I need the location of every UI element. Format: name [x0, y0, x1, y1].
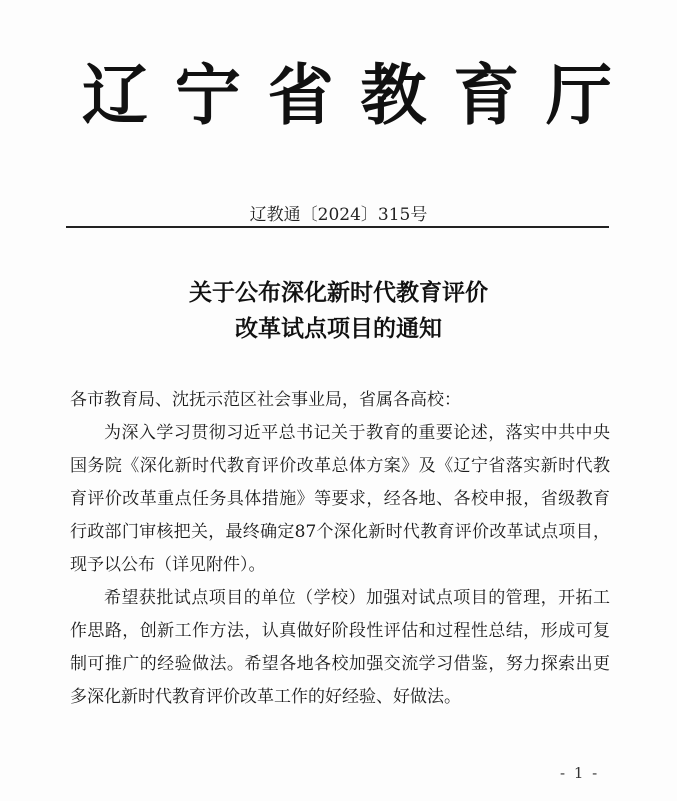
header-char-2: 宁 — [174, 56, 241, 134]
header-char-4: 教 — [360, 56, 427, 134]
notice-body — [70, 384, 610, 714]
notice-title — [0, 275, 677, 347]
salutation: 各市教育局、沈抚示范区社会事业局，省属各高校： — [70, 390, 461, 410]
notice-title-line-1: 关于公布深化新时代教育评价 — [189, 279, 488, 306]
issuing-authority-header — [82, 56, 612, 134]
header-char-5: 育 — [453, 56, 520, 134]
header-char-6: 厅 — [545, 56, 612, 134]
header-char-1: 辽 — [82, 56, 148, 134]
body-paragraph-1: 为深入学习贯彻习近平总书记关于教育的重要论述，落实中共中央 国务院《深化新时代教育评价改革总体方案》及《辽宁省落实新时代教育评价改革重点任务具体措施》等要求，经各地、各校申报，省级教育行政部门审核把关，最终确定87个深化新时代教育评价改革试点项目，现予以公布（详见附件）。 — [70, 423, 610, 575]
body-paragraph-2: 希望获批试点项目的单位（学校）加强对试点项目的管理，开拓工作思路，创新工作方法，认真做好阶段性评估和过程性总结，形成可复制可推广的经验做法。希望各地各校加强交流学习借鉴，努力探索出更多深化新时代教育评价改革工作的好经验、好做法。 — [70, 588, 610, 707]
document-number: 辽教通〔2024〕315号 — [249, 205, 428, 225]
notice-title-line-2: 改革试点项目的通知 — [235, 315, 442, 342]
header-divider-line — [66, 226, 609, 228]
page-number: - 1 - — [560, 764, 600, 782]
header-char-3: 省 — [267, 56, 334, 134]
